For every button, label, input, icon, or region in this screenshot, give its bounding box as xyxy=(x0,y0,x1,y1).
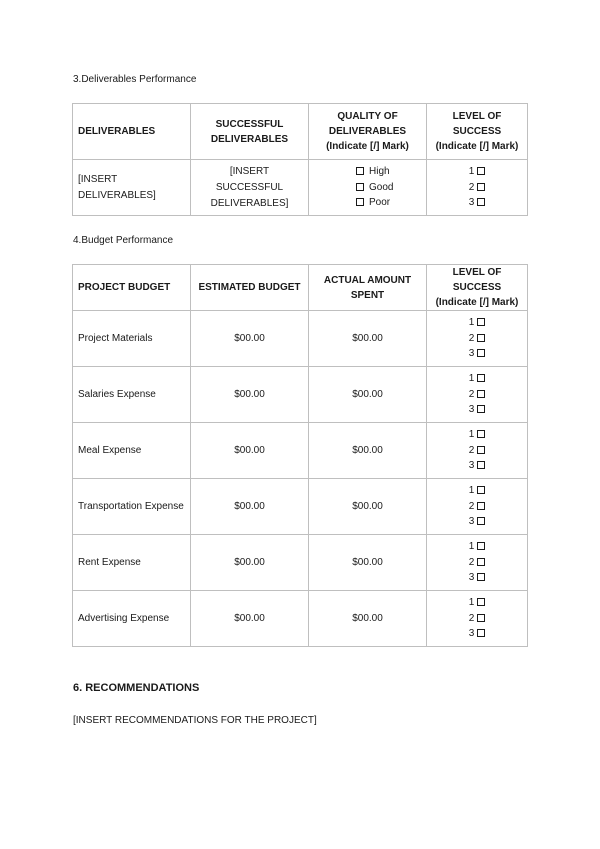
level-options xyxy=(427,591,528,647)
checkbox-icon[interactable] xyxy=(477,517,485,525)
level-option-3[interactable] xyxy=(432,402,522,418)
level-option-2[interactable] xyxy=(432,499,522,515)
level-option-3[interactable] xyxy=(432,195,522,211)
table-row xyxy=(73,591,528,647)
option-label: 2 xyxy=(468,612,475,624)
level-options xyxy=(427,535,528,591)
checkbox-icon[interactable] xyxy=(477,183,485,191)
level-option-1[interactable] xyxy=(432,595,522,611)
header-level-of-success: LEVEL OF SUCCESS (Indicate [/] Mark) xyxy=(427,104,528,160)
level-options xyxy=(427,311,528,367)
deliverables-table xyxy=(72,103,528,216)
section-6-heading: 6. RECOMMENDATIONS xyxy=(73,682,200,694)
cell-budget-item: Meal Expense xyxy=(73,423,191,479)
checkbox-icon[interactable] xyxy=(477,405,485,413)
level-option-3[interactable] xyxy=(432,458,522,474)
header-quality: QUALITY OF DELIVERABLES (Indicate [/] Mark) xyxy=(309,104,427,160)
table-row xyxy=(73,479,528,535)
cell-estimated-budget: $00.00 xyxy=(191,479,309,535)
option-label: 3 xyxy=(468,197,475,209)
level-options xyxy=(427,423,528,479)
header-project-budget: PROJECT BUDGET xyxy=(73,265,191,311)
level-option-2[interactable] xyxy=(432,331,522,347)
header-deliverables: DELIVERABLES xyxy=(73,104,191,160)
checkbox-icon[interactable] xyxy=(477,198,485,206)
option-label: 1 xyxy=(468,317,475,329)
cell-actual-amount: $00.00 xyxy=(309,591,427,647)
header-level-of-success: LEVEL OF SUCCESS (Indicate [/] Mark) xyxy=(427,265,528,311)
budget-table xyxy=(72,264,528,647)
checkbox-icon[interactable] xyxy=(477,629,485,637)
checkbox-icon[interactable] xyxy=(477,390,485,398)
level-option-1[interactable] xyxy=(432,539,522,555)
option-label: 1 xyxy=(468,373,475,385)
table-header-row xyxy=(73,265,528,311)
cell-actual-amount: $00.00 xyxy=(309,311,427,367)
checkbox-icon[interactable] xyxy=(477,598,485,606)
option-label: 2 xyxy=(468,388,475,400)
level-option-3[interactable] xyxy=(432,514,522,530)
cell-budget-item: Transportation Expense xyxy=(73,479,191,535)
quality-option-poor[interactable] xyxy=(314,195,421,211)
cell-budget-item: Project Materials xyxy=(73,311,191,367)
level-option-1[interactable] xyxy=(432,164,522,180)
cell-budget-item: Advertising Expense xyxy=(73,591,191,647)
budget-rows xyxy=(73,311,528,647)
level-option-3[interactable] xyxy=(432,346,522,362)
quality-option-high[interactable] xyxy=(314,164,421,180)
option-label: 1 xyxy=(468,485,475,497)
cell-actual-amount: $00.00 xyxy=(309,423,427,479)
header-estimated-budget: ESTIMATED BUDGET xyxy=(191,265,309,311)
quality-options xyxy=(309,160,427,216)
checkbox-icon[interactable] xyxy=(477,374,485,382)
checkbox-icon[interactable] xyxy=(477,461,485,469)
option-label: 3 xyxy=(468,460,475,472)
table-row xyxy=(73,311,528,367)
level-option-1[interactable] xyxy=(432,315,522,331)
header-successful-deliverables: SUCCESSFUL DELIVERABLES xyxy=(191,104,309,160)
option-label: 1 xyxy=(468,166,475,178)
level-option-1[interactable] xyxy=(432,427,522,443)
cell-estimated-budget: $00.00 xyxy=(191,535,309,591)
level-option-3[interactable] xyxy=(432,626,522,642)
option-label: 3 xyxy=(468,572,475,584)
cell-budget-item: Salaries Expense xyxy=(73,367,191,423)
level-options xyxy=(427,160,528,216)
level-option-2[interactable] xyxy=(432,443,522,459)
level-option-2[interactable] xyxy=(432,387,522,403)
checkbox-icon[interactable] xyxy=(477,573,485,581)
table-row xyxy=(73,535,528,591)
checkbox-icon[interactable] xyxy=(477,558,485,566)
table-header-row xyxy=(73,104,528,160)
cell-estimated-budget: $00.00 xyxy=(191,311,309,367)
checkbox-icon[interactable] xyxy=(477,502,485,510)
quality-option-good[interactable] xyxy=(314,180,421,196)
cell-actual-amount: $00.00 xyxy=(309,535,427,591)
level-option-3[interactable] xyxy=(432,570,522,586)
cell-estimated-budget: $00.00 xyxy=(191,367,309,423)
cell-actual-amount: $00.00 xyxy=(309,367,427,423)
checkbox-icon[interactable] xyxy=(477,486,485,494)
cell-budget-item: Rent Expense xyxy=(73,535,191,591)
checkbox-icon[interactable] xyxy=(477,318,485,326)
cell-deliverables: [INSERT DELIVERABLES] xyxy=(73,160,191,216)
option-label: 2 xyxy=(468,556,475,568)
option-label: 1 xyxy=(468,429,475,441)
option-label: 2 xyxy=(468,444,475,456)
level-option-2[interactable] xyxy=(432,180,522,196)
option-label: 3 xyxy=(468,516,475,528)
checkbox-icon[interactable] xyxy=(477,446,485,454)
section-3-heading: 3.Deliverables Performance xyxy=(73,74,197,85)
cell-successful: [INSERT SUCCESSFUL DELIVERABLES] xyxy=(191,160,309,216)
option-label: 2 xyxy=(468,500,475,512)
level-option-2[interactable] xyxy=(432,611,522,627)
option-label: Good xyxy=(369,181,394,193)
checkbox-icon[interactable] xyxy=(477,349,485,357)
checkbox-icon[interactable] xyxy=(356,183,364,191)
checkbox-icon[interactable] xyxy=(477,614,485,622)
cell-estimated-budget: $00.00 xyxy=(191,423,309,479)
option-label: High xyxy=(369,166,390,178)
option-label: 2 xyxy=(468,181,475,193)
checkbox-icon[interactable] xyxy=(477,430,485,438)
cell-actual-amount: $00.00 xyxy=(309,479,427,535)
table-row xyxy=(73,160,528,216)
option-label: 3 xyxy=(468,628,475,640)
recommendations-text: [INSERT RECOMMENDATIONS FOR THE PROJECT] xyxy=(73,715,317,726)
option-label: 2 xyxy=(468,332,475,344)
table-row xyxy=(73,423,528,479)
option-label: 3 xyxy=(468,404,475,416)
header-actual-amount: ACTUAL AMOUNT SPENT xyxy=(309,265,427,311)
level-options xyxy=(427,367,528,423)
checkbox-icon[interactable] xyxy=(356,198,364,206)
checkbox-icon[interactable] xyxy=(477,167,485,175)
checkbox-icon[interactable] xyxy=(477,334,485,342)
option-label: Poor xyxy=(369,197,391,209)
level-option-1[interactable] xyxy=(432,483,522,499)
option-label: 1 xyxy=(468,597,475,609)
option-label: 1 xyxy=(468,541,475,553)
section-4-heading: 4.Budget Performance xyxy=(73,235,174,246)
level-option-2[interactable] xyxy=(432,555,522,571)
table-row xyxy=(73,367,528,423)
level-options xyxy=(427,479,528,535)
checkbox-icon[interactable] xyxy=(477,542,485,550)
cell-estimated-budget: $00.00 xyxy=(191,591,309,647)
option-label: 3 xyxy=(468,348,475,360)
level-option-1[interactable] xyxy=(432,371,522,387)
checkbox-icon[interactable] xyxy=(356,167,364,175)
